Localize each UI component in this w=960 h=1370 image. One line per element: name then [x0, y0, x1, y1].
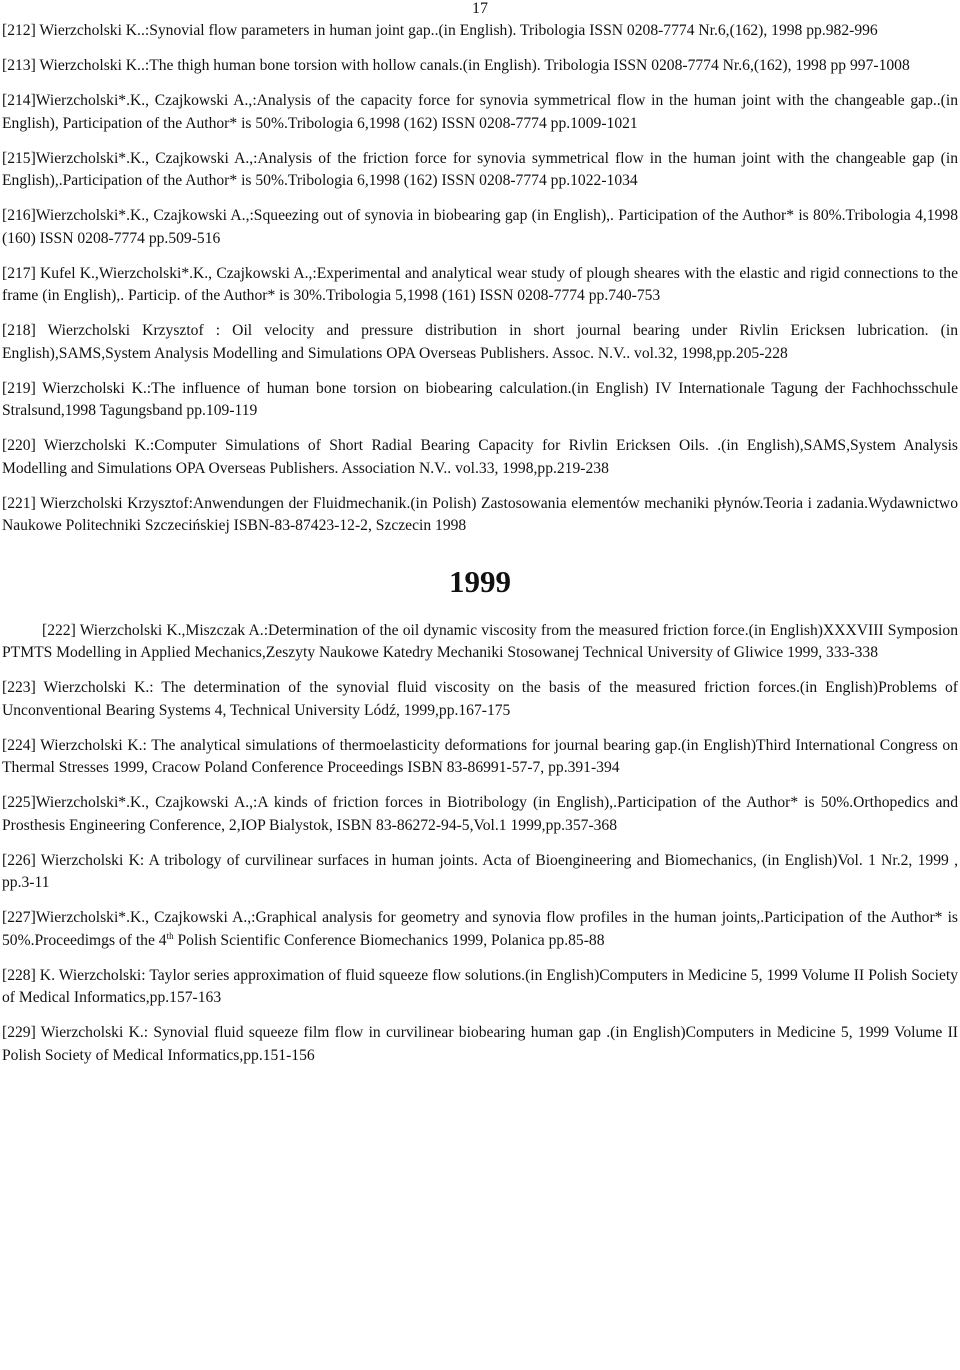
- reference-entry-225: [225]Wierzcholski*.K., Czajkowski A.,:A kinds of friction forces in Biotribology (in English),.Participation of the Author* is 50%.Orthopedics and Prosthesis Engineering Conference, 2,IOP Bialystok, ISBN 83-86272-94-5,Vol.1 1999,pp.357-368: [2, 794, 958, 834]
- reference-entry-212: [212] Wierzcholski K..:Synovial flow parameters in human joint gap..(in English). Tribologia ISSN 0208-7774 Nr.6,(162), 1998 pp.982-996: [2, 22, 878, 39]
- reference-entry-215: [215]Wierzcholski*.K., Czajkowski A.,:Analysis of the friction force for synovia symmetrical flow in the human joint with the changeable gap (in English),.Participation of the Author* is 50%.Tribologia 6,1998 (162) ISSN 0208-7774 pp.1022-1034: [2, 149, 958, 189]
- reference-entry-229: [229] Wierzcholski K.: Synovial fluid squeeze film flow in curvilinear biobearing human gap .(in English)Computers in Medicine 5, 1999 Volume II Polish Society of Medical Informatics,pp.151-156: [2, 1024, 958, 1064]
- reference-entry-217: [217] Kufel K.,Wierzcholski*.K., Czajkowski A.,:Experimental and analytical wear study of plough sheares with the elastic and rigid connections to the frame (in English),. Particip. of the Author* is 30%.Tribologia 5,1998 (161) ISSN 0208-7774 pp.740-753: [2, 264, 958, 304]
- reference-entry-218: [218] Wierzcholski Krzysztof : Oil velocity and pressure distribution in short journal bearing under Rivlin Ericksen lubrication. (in English),SAMS,System Analysis Modelling and Simulations OPA Overseas Publishers. Assoc. N.V.. vol.32, 1998,pp.205-228: [2, 322, 958, 362]
- reference-entry-227-tail: Polish Scientific Conference Biomechanics 1999, Polanica pp.85-88: [173, 931, 605, 949]
- year-heading: 1999: [449, 563, 511, 599]
- reference-entry-221: [221] Wierzcholski Krzysztof:Anwendungen der Fluidmechanik.(in Polish) Zastosowania elementów mechaniki płynów.Teoria i zadania.Wydawnictwo Naukowe Politechniki Szczecińskiej ISBN-83-87423-12-2, Szczecin 1998: [2, 494, 958, 534]
- reference-entry-227-text: [227]Wierzcholski*.K., Czajkowski A.,:Graphical analysis for geometry and synovia flow profiles in the human joints,.Participation of the Author* is 50%.Proceedimgs of the 4: [2, 909, 958, 949]
- reference-entry-214: [214]Wierzcholski*.K., Czajkowski A.,:Analysis of the capacity force for synovia symmetrical flow in the human joint with the changeable gap..(in English), Participation of the Author* is 50%.Tribologia 6,1998 (162) ISSN 0208-7774 pp.1009-1021: [2, 92, 958, 132]
- reference-entry-222: [222] Wierzcholski K.,Miszczak A.:Determination of the oil dynamic viscosity from the measured friction force.(in English)XXXVIII Symposion PTMTS Modelling in Applied Mechanics,Zeszyty Naukowe Katedry Mechaniki Stosowanej Technical University of Gliwice 1999, 333-338: [2, 621, 958, 661]
- reference-entry-224: [224] Wierzcholski K.: The analytical simulations of thermoelasticity deformations for journal bearing gap.(in English)Third International Congress on Thermal Stresses 1999, Cracow Poland Conference Proceedings ISBN 83-86991-57-7, pp.391-394: [2, 736, 958, 776]
- reference-entry-228: [228] K. Wierzcholski: Taylor series approximation of fluid squeeze flow solutions.(in English)Computers in Medicine 5, 1999 Volume II Polish Society of Medical Informatics,pp.157-163: [2, 966, 958, 1006]
- reference-entry-213: [213] Wierzcholski K..:The thigh human bone torsion with hollow canals.(in English). Tribologia ISSN 0208-7774 Nr.6,(162), 1998 pp 997-1008: [2, 57, 910, 74]
- page-number: 17: [472, 0, 488, 17]
- reference-entry-227: [2, 907, 958, 952]
- reference-entry-216: [216]Wierzcholski*.K., Czajkowski A.,:Squeezing out of synovia in biobearing gap (in English),. Participation of the Author* is 80%.Tribologia 4,1998 (160) ISSN 0208-7774 pp.509-516: [2, 207, 958, 247]
- reference-entry-223: [223] Wierzcholski K.: The determination of the synovial fluid viscosity on the basis of the measured friction forces.(in English)Problems of Unconventional Bearing Systems 4, Technical University Lódź, 1999,pp.167-175: [2, 679, 958, 719]
- ordinal-suffix: th: [166, 930, 174, 941]
- reference-entry-220: [220] Wierzcholski K.:Computer Simulations of Short Radial Bearing Capacity for Rivlin Ericksen Oils. .(in English),SAMS,System Analysis Modelling and Simulations OPA Overseas Publishers. Association N.V.. vol.33, 1998,pp.219-238: [2, 437, 958, 477]
- reference-list: [2, 20, 958, 1080]
- reference-entry-219: [219] Wierzcholski K.:The influence of human bone torsion on biobearing calculation.(in English) IV Internationale Tagung der Fachhochsschule Stralsund,1998 Tagungsband pp.109-119: [2, 379, 958, 419]
- reference-entry-226: [226] Wierzcholski K: A tribology of curvilinear surfaces in human joints. Acta of Bioengineering and Biomechanics, (in English)Vol. 1 Nr.2, 1999 , pp.3-11: [2, 851, 958, 891]
